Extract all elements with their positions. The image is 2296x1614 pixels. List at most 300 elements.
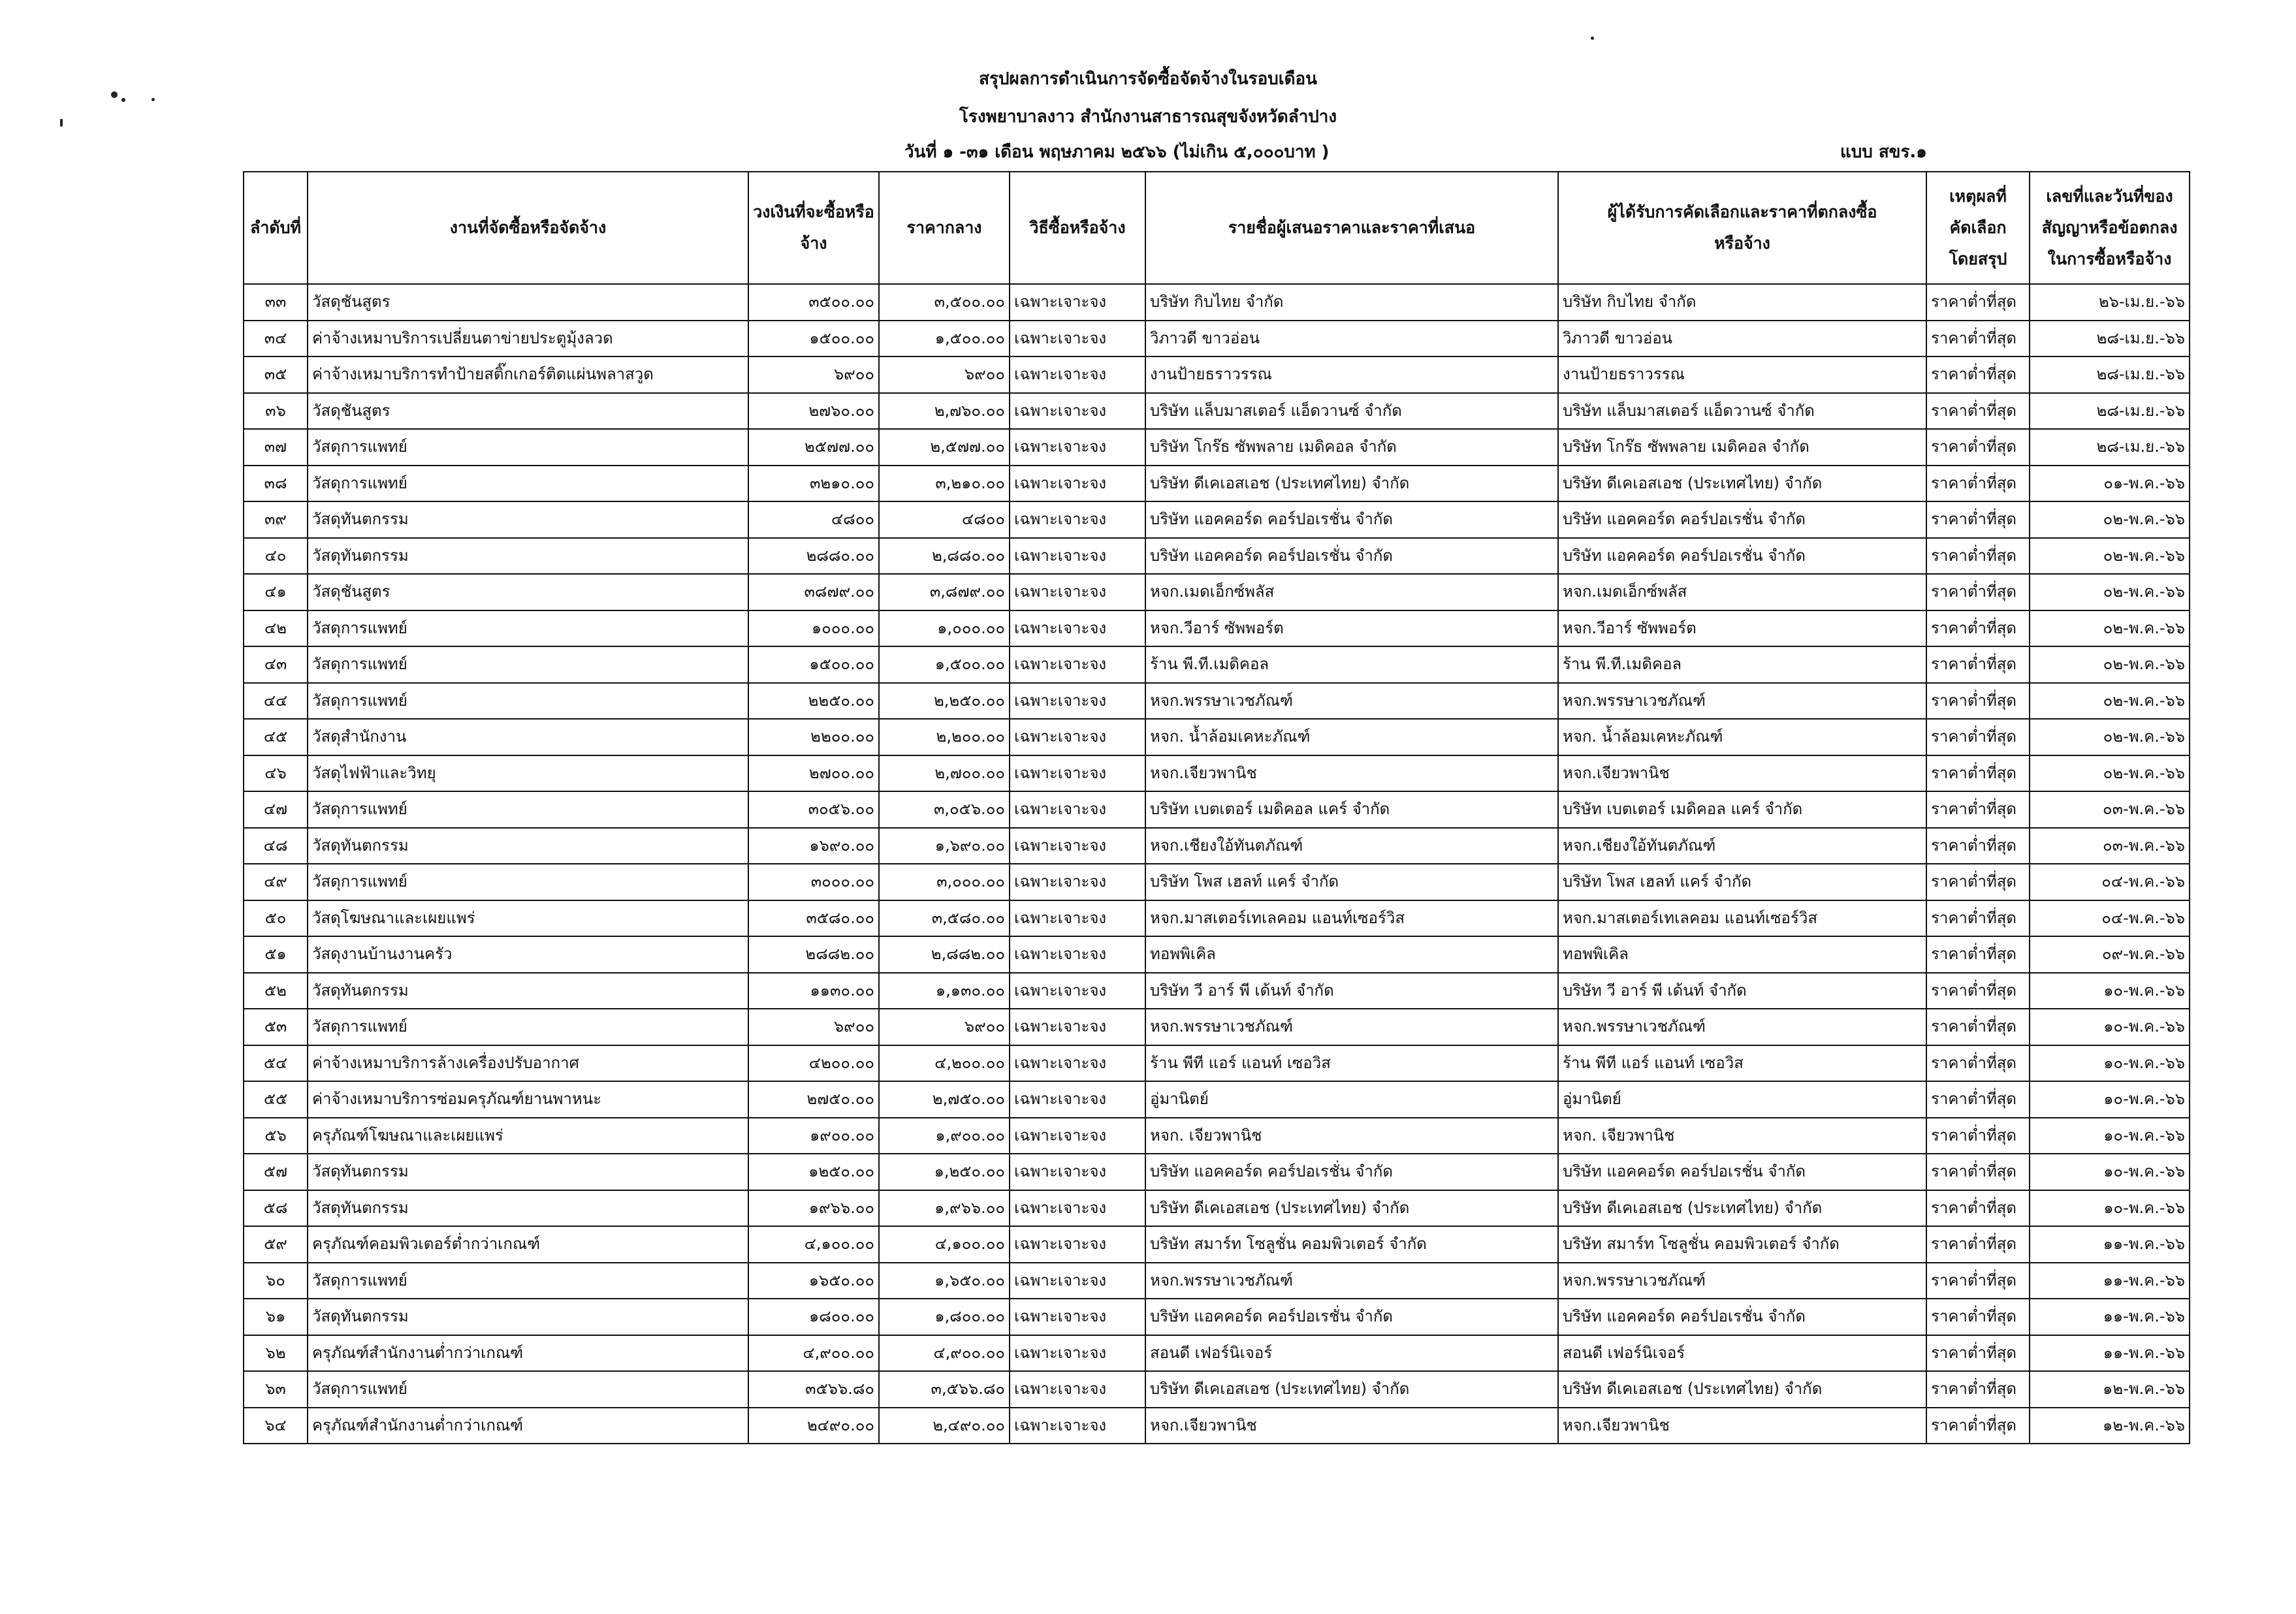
cell-bidder: หจก. น้ำล้อมเคหะภัณฑ์ (1145, 719, 1558, 755)
cell-winner: บริษัท โพส เฮลท์ แคร์ จำกัด (1558, 864, 1926, 900)
cell-median-price: ๒,๘๘๒.๐๐ (879, 936, 1010, 973)
cell-item: วัสดุการแพทย์ (308, 610, 748, 647)
cell-reason: ราคาต่ำที่สุด (1926, 1335, 2030, 1372)
cell-item: วัสดุชันสูตร (308, 284, 748, 321)
cell-no: ๔๖ (244, 755, 308, 792)
table-row (244, 1118, 2190, 1154)
cell-budget: ๔,๙๐๐.๐๐ (748, 1335, 879, 1372)
document-subtitle: โรงพยาบาลงาว สำนักงานสาธารณสุขจังหวัดลำปาง (959, 107, 1337, 127)
cell-contract-date: ๒๘-เม.ย.-๖๖ (2030, 321, 2190, 357)
cell-median-price: ๒,๗๕๐.๐๐ (879, 1081, 1010, 1118)
cell-median-price: ๑,๖๙๐.๐๐ (879, 828, 1010, 864)
cell-item: วัสดุการแพทย์ (308, 683, 748, 720)
cell-method: เฉพาะเจาะจง (1010, 1081, 1145, 1118)
cell-median-price: ๒,๗๖๐.๐๐ (879, 393, 1010, 430)
cell-method: เฉพาะเจาะจง (1010, 1118, 1145, 1154)
cell-no: ๔๐ (244, 538, 308, 575)
cell-bidder: หจก.พรรษาเวชภัณฑ์ (1145, 683, 1558, 720)
cell-budget: ๑๖๕๐.๐๐ (748, 1263, 879, 1299)
cell-median-price: ๓,๐๐๐.๐๐ (879, 864, 1010, 900)
cell-bidder: บริษัท แอคคอร์ด คอร์ปอเรชั่น จำกัด (1145, 1154, 1558, 1190)
col-header-median-price: ราคากลาง (879, 172, 1010, 284)
cell-no: ๕๙ (244, 1226, 308, 1263)
table-row (244, 501, 2190, 538)
table-row (244, 900, 2190, 937)
cell-contract-date: ๑๒-พ.ค.-๖๖ (2030, 1408, 2190, 1444)
cell-no: ๕๒ (244, 973, 308, 1009)
cell-budget: ๓๘๗๙.๐๐ (748, 574, 879, 610)
cell-bidder: บริษัท เบตเตอร์ เมดิคอล แคร์ จำกัด (1145, 791, 1558, 828)
cell-method: เฉพาะเจาะจง (1010, 466, 1145, 502)
cell-method: เฉพาะเจาะจง (1010, 1408, 1145, 1444)
cell-winner: หจก.เจียวพานิช (1558, 1408, 1926, 1444)
table-row (244, 973, 2190, 1009)
cell-bidder: บริษัท โกร๊ธ ซัพพลาย เมดิคอล จำกัด (1145, 429, 1558, 466)
cell-median-price: ๓,๘๗๙.๐๐ (879, 574, 1010, 610)
cell-method: เฉพาะเจาะจง (1010, 936, 1145, 973)
cell-bidder: หจก.เมดเอ็กซ์พลัส (1145, 574, 1558, 610)
cell-reason: ราคาต่ำที่สุด (1926, 900, 2030, 937)
cell-median-price: ๔,๙๐๐.๐๐ (879, 1335, 1010, 1372)
table-row (244, 755, 2190, 792)
cell-winner: สอนดี เฟอร์นิเจอร์ (1558, 1335, 1926, 1372)
cell-item: วัสดุทันตกรรม (308, 1154, 748, 1190)
cell-winner: หจก. น้ำล้อมเคหะภัณฑ์ (1558, 719, 1926, 755)
cell-winner: หจก.มาสเตอร์เทเลคอม แอนท์เซอร์วิส (1558, 900, 1926, 937)
cell-budget: ๖๙๐๐ (748, 356, 879, 393)
table-row (244, 1335, 2190, 1372)
cell-item: วัสดุทันตกรรม (308, 1299, 748, 1335)
cell-budget: ๒๘๘๐.๐๐ (748, 538, 879, 575)
cell-method: เฉพาะเจาะจง (1010, 1009, 1145, 1045)
cell-budget: ๒๒๕๐.๐๐ (748, 683, 879, 720)
cell-budget: ๑๙๐๐.๐๐ (748, 1118, 879, 1154)
scan-speck (151, 98, 155, 101)
col-header-method: วิธีซื้อหรือจ้าง (1010, 172, 1145, 284)
cell-bidder: หจก.เจียวพานิช (1145, 755, 1558, 792)
cell-winner: บริษัท เบตเตอร์ เมดิคอล แคร์ จำกัด (1558, 791, 1926, 828)
cell-winner: บริษัท ดีเคเอสเอช (ประเทศไทย) จำกัด (1558, 1371, 1926, 1408)
cell-budget: ๒๗๖๐.๐๐ (748, 393, 879, 430)
cell-budget: ๑๘๐๐.๐๐ (748, 1299, 879, 1335)
col-header-item: งานที่จัดซื้อหรือจัดจ้าง (308, 172, 748, 284)
cell-no: ๕๗ (244, 1154, 308, 1190)
col-header-reason: เหตุผลที่คัดเลือกโดยสรุป (1926, 172, 2030, 284)
cell-item: ครุภัณฑ์สำนักงานต่ำกว่าเกณฑ์ (308, 1408, 748, 1444)
col-header-contract: เลขที่และวันที่ของสัญญาหรือข้อตกลงในการซื้อหรือจ้าง (2030, 172, 2190, 284)
cell-median-price: ๔๘๐๐ (879, 501, 1010, 538)
cell-bidder: ทอพพิเคิล (1145, 936, 1558, 973)
table-row (244, 719, 2190, 755)
cell-no: ๓๗ (244, 429, 308, 466)
cell-contract-date: ๐๔-พ.ค.-๖๖ (2030, 900, 2190, 937)
cell-no: ๔๔ (244, 683, 308, 720)
cell-method: เฉพาะเจาะจง (1010, 393, 1145, 430)
cell-winner: หจก.วีอาร์ ซัพพอร์ต (1558, 610, 1926, 647)
cell-reason: ราคาต่ำที่สุด (1926, 791, 2030, 828)
cell-median-price: ๓,๕๘๐.๐๐ (879, 900, 1010, 937)
col-header-bidders: รายชื่อผู้เสนอราคาและราคาที่เสนอ (1145, 172, 1558, 284)
cell-method: เฉพาะเจาะจง (1010, 1263, 1145, 1299)
cell-item: วัสดุชันสูตร (308, 574, 748, 610)
cell-reason: ราคาต่ำที่สุด (1926, 719, 2030, 755)
procurement-table (243, 171, 2190, 1444)
cell-reason: ราคาต่ำที่สุด (1926, 501, 2030, 538)
cell-winner: งานป้ายธราวรรณ (1558, 356, 1926, 393)
cell-reason: ราคาต่ำที่สุด (1926, 936, 2030, 973)
table-row (244, 683, 2190, 720)
cell-bidder: บริษัท ดีเคเอสเอช (ประเทศไทย) จำกัด (1145, 466, 1558, 502)
cell-contract-date: ๒๘-เม.ย.-๖๖ (2030, 356, 2190, 393)
col-header-winner: ผู้ได้รับการคัดเลือกและราคาที่ตกลงซื้อหรือจ้าง (1558, 172, 1926, 284)
cell-winner: บริษัท สมาร์ท โซลูชั่น คอมพิวเตอร์ จำกัด (1558, 1226, 1926, 1263)
cell-budget: ๓๕๖๖.๘๐ (748, 1371, 879, 1408)
table-row (244, 429, 2190, 466)
table-row (244, 1009, 2190, 1045)
cell-method: เฉพาะเจาะจง (1010, 610, 1145, 647)
table-row (244, 791, 2190, 828)
cell-winner: บริษัท ดีเคเอสเอช (ประเทศไทย) จำกัด (1558, 466, 1926, 502)
cell-budget: ๑๒๕๐.๐๐ (748, 1154, 879, 1190)
cell-no: ๕๘ (244, 1190, 308, 1227)
cell-item: วัสดุการแพทย์ (308, 1263, 748, 1299)
cell-winner: หจก.เมดเอ็กซ์พลัส (1558, 574, 1926, 610)
cell-bidder: บริษัท กิบไทย จำกัด (1145, 284, 1558, 321)
cell-median-price: ๑,๕๐๐.๐๐ (879, 646, 1010, 683)
cell-item: ค่าจ้างเหมาบริการซ่อมครุภัณฑ์ยานพาหนะ (308, 1081, 748, 1118)
cell-median-price: ๓,๐๕๖.๐๐ (879, 791, 1010, 828)
cell-item: วัสดุงานบ้านงานครัว (308, 936, 748, 973)
table-row (244, 284, 2190, 321)
cell-reason: ราคาต่ำที่สุด (1926, 466, 2030, 502)
cell-median-price: ๑,๙๖๖.๐๐ (879, 1190, 1010, 1227)
cell-reason: ราคาต่ำที่สุด (1926, 683, 2030, 720)
cell-winner: บริษัท แอคคอร์ด คอร์ปอเรชั่น จำกัด (1558, 1154, 1926, 1190)
cell-bidder: หจก.เจียวพานิช (1145, 1408, 1558, 1444)
cell-no: ๔๕ (244, 719, 308, 755)
cell-median-price: ๑,๘๐๐.๐๐ (879, 1299, 1010, 1335)
cell-contract-date: ๐๓-พ.ค.-๖๖ (2030, 828, 2190, 864)
cell-no: ๕๐ (244, 900, 308, 937)
cell-no: ๓๖ (244, 393, 308, 430)
cell-median-price: ๑,๕๐๐.๐๐ (879, 321, 1010, 357)
cell-contract-date: ๐๒-พ.ค.-๖๖ (2030, 683, 2190, 720)
cell-bidder: อู่มานิตย์ (1145, 1081, 1558, 1118)
cell-no: ๕๖ (244, 1118, 308, 1154)
cell-no: ๓๕ (244, 356, 308, 393)
cell-no: ๔๙ (244, 864, 308, 900)
cell-budget: ๒๒๐๐.๐๐ (748, 719, 879, 755)
cell-median-price: ๖๙๐๐ (879, 1009, 1010, 1045)
cell-reason: ราคาต่ำที่สุด (1926, 1154, 2030, 1190)
cell-no: ๓๓ (244, 284, 308, 321)
cell-method: เฉพาะเจาะจง (1010, 429, 1145, 466)
cell-bidder: บริษัท สมาร์ท โซลูชั่น คอมพิวเตอร์ จำกัด (1145, 1226, 1558, 1263)
cell-method: เฉพาะเจาะจง (1010, 1226, 1145, 1263)
cell-no: ๖๑ (244, 1299, 308, 1335)
cell-winner: หจก.พรรษาเวชภัณฑ์ (1558, 1009, 1926, 1045)
cell-reason: ราคาต่ำที่สุด (1926, 1226, 2030, 1263)
cell-reason: ราคาต่ำที่สุด (1926, 755, 2030, 792)
cell-method: เฉพาะเจาะจง (1010, 1190, 1145, 1227)
cell-bidder: บริษัท ดีเคเอสเอช (ประเทศไทย) จำกัด (1145, 1371, 1558, 1408)
table-row (244, 574, 2190, 610)
cell-reason: ราคาต่ำที่สุด (1926, 356, 2030, 393)
cell-median-price: ๒,๒๕๐.๐๐ (879, 683, 1010, 720)
table-row (244, 1045, 2190, 1082)
cell-contract-date: ๒๘-เม.ย.-๖๖ (2030, 393, 2190, 430)
cell-no: ๓๙ (244, 501, 308, 538)
cell-item: วัสดุการแพทย์ (308, 466, 748, 502)
cell-contract-date: ๑๑-พ.ค.-๖๖ (2030, 1226, 2190, 1263)
cell-item: ครุภัณฑ์คอมพิวเตอร์ต่ำกว่าเกณฑ์ (308, 1226, 748, 1263)
cell-median-price: ๓,๒๑๐.๐๐ (879, 466, 1010, 502)
cell-contract-date: ๑๒-พ.ค.-๖๖ (2030, 1371, 2190, 1408)
cell-method: เฉพาะเจาะจง (1010, 973, 1145, 1009)
cell-winner: บริษัท กิบไทย จำกัด (1558, 284, 1926, 321)
cell-method: เฉพาะเจาะจง (1010, 791, 1145, 828)
cell-method: เฉพาะเจาะจง (1010, 719, 1145, 755)
cell-contract-date: ๑๐-พ.ค.-๖๖ (2030, 1118, 2190, 1154)
cell-reason: ราคาต่ำที่สุด (1926, 1408, 2030, 1444)
cell-contract-date: ๑๑-พ.ค.-๖๖ (2030, 1299, 2190, 1335)
cell-median-price: ๒,๔๙๐.๐๐ (879, 1408, 1010, 1444)
cell-median-price: ๑,๐๐๐.๐๐ (879, 610, 1010, 647)
cell-method: เฉพาะเจาะจง (1010, 900, 1145, 937)
cell-reason: ราคาต่ำที่สุด (1926, 321, 2030, 357)
cell-reason: ราคาต่ำที่สุด (1926, 828, 2030, 864)
form-code: แบบ สขร.๑ (1840, 142, 1927, 162)
cell-reason: ราคาต่ำที่สุด (1926, 1118, 2030, 1154)
cell-winner: หจก.พรรษาเวชภัณฑ์ (1558, 1263, 1926, 1299)
cell-median-price: ๒,๗๐๐.๐๐ (879, 755, 1010, 792)
table-row (244, 864, 2190, 900)
cell-bidder: บริษัท แอคคอร์ด คอร์ปอเรชั่น จำกัด (1145, 1299, 1558, 1335)
cell-contract-date: ๐๒-พ.ค.-๖๖ (2030, 538, 2190, 575)
cell-contract-date: ๐๒-พ.ค.-๖๖ (2030, 501, 2190, 538)
cell-median-price: ๑,๙๐๐.๐๐ (879, 1118, 1010, 1154)
cell-item: วัสดุทันตกรรม (308, 828, 748, 864)
cell-item: วัสดุโฆษณาและเผยแพร่ (308, 900, 748, 937)
cell-budget: ๒๗๐๐.๐๐ (748, 755, 879, 792)
document-period: วันที่ ๑ -๓๑ เดือน พฤษภาคม ๒๕๖๖ (ไม่เกิน ๕,๐๐๐บาท ) (904, 142, 1330, 162)
cell-no: ๖๒ (244, 1335, 308, 1372)
cell-no: ๔๑ (244, 574, 308, 610)
table-row (244, 1299, 2190, 1335)
cell-method: เฉพาะเจาะจง (1010, 1045, 1145, 1082)
cell-bidder: บริษัท โพส เฮลท์ แคร์ จำกัด (1145, 864, 1558, 900)
cell-method: เฉพาะเจาะจง (1010, 1335, 1145, 1372)
cell-contract-date: ๑๑-พ.ค.-๖๖ (2030, 1335, 2190, 1372)
document-title: สรุปผลการดำเนินการจัดซื้อจัดจ้างในรอบเดือน (979, 69, 1317, 89)
cell-budget: ๑๐๐๐.๐๐ (748, 610, 879, 647)
scan-speck (111, 91, 118, 98)
cell-contract-date: ๐๒-พ.ค.-๖๖ (2030, 646, 2190, 683)
cell-reason: ราคาต่ำที่สุด (1926, 1190, 2030, 1227)
table-row (244, 610, 2190, 647)
cell-contract-date: ๐๒-พ.ค.-๖๖ (2030, 719, 2190, 755)
cell-bidder: งานป้ายธราวรรณ (1145, 356, 1558, 393)
cell-contract-date: ๐๒-พ.ค.-๖๖ (2030, 574, 2190, 610)
cell-item: ครุภัณฑ์โฆษณาและเผยแพร่ (308, 1118, 748, 1154)
table-row (244, 1408, 2190, 1444)
cell-median-price: ๑,๑๓๐.๐๐ (879, 973, 1010, 1009)
cell-median-price: ๒,๕๗๗.๐๐ (879, 429, 1010, 466)
cell-item: ค่าจ้างเหมาบริการเปลี่ยนตาข่ายประตูมุ้งลวด (308, 321, 748, 357)
cell-item: ค่าจ้างเหมาบริการทำป้ายสติ๊กเกอร์ติดแผ่นพลาสวูด (308, 356, 748, 393)
cell-method: เฉพาะเจาะจง (1010, 755, 1145, 792)
cell-reason: ราคาต่ำที่สุด (1926, 1263, 2030, 1299)
cell-contract-date: ๐๙-พ.ค.-๖๖ (2030, 936, 2190, 973)
cell-item: วัสดุไฟฟ้าและวิทยุ (308, 755, 748, 792)
cell-item: วัสดุทันตกรรม (308, 538, 748, 575)
cell-budget: ๑๙๖๖.๐๐ (748, 1190, 879, 1227)
cell-reason: ราคาต่ำที่สุด (1926, 429, 2030, 466)
col-header-no: ลำดับที่ (244, 172, 308, 284)
cell-bidder: หจก.วีอาร์ ซัพพอร์ต (1145, 610, 1558, 647)
cell-reason: ราคาต่ำที่สุด (1926, 1009, 2030, 1045)
cell-no: ๕๑ (244, 936, 308, 973)
cell-no: ๕๔ (244, 1045, 308, 1082)
cell-winner: บริษัท โกร๊ธ ซัพพลาย เมดิคอล จำกัด (1558, 429, 1926, 466)
cell-winner: บริษัท วี อาร์ พี เด้นท์ จำกัด (1558, 973, 1926, 1009)
table-row (244, 1371, 2190, 1408)
cell-reason: ราคาต่ำที่สุด (1926, 1045, 2030, 1082)
cell-method: เฉพาะเจาะจง (1010, 1299, 1145, 1335)
cell-reason: ราคาต่ำที่สุด (1926, 1299, 2030, 1335)
cell-winner: บริษัท แอคคอร์ด คอร์ปอเรชั่น จำกัด (1558, 501, 1926, 538)
cell-item: ครุภัณฑ์สำนักงานต่ำกว่าเกณฑ์ (308, 1335, 748, 1372)
cell-item: วัสดุการแพทย์ (308, 1009, 748, 1045)
cell-budget: ๔๘๐๐ (748, 501, 879, 538)
cell-budget: ๑๕๐๐.๐๐ (748, 321, 879, 357)
cell-bidder: บริษัท แล็บมาสเตอร์ แอ็ดวานซ์ จำกัด (1145, 393, 1558, 430)
cell-reason: ราคาต่ำที่สุด (1926, 1371, 2030, 1408)
cell-budget: ๔๒๐๐.๐๐ (748, 1045, 879, 1082)
cell-contract-date: ๑๐-พ.ค.-๖๖ (2030, 1081, 2190, 1118)
cell-method: เฉพาะเจาะจง (1010, 356, 1145, 393)
table-row (244, 1226, 2190, 1263)
cell-method: เฉพาะเจาะจง (1010, 828, 1145, 864)
cell-contract-date: ๑๐-พ.ค.-๖๖ (2030, 1154, 2190, 1190)
cell-reason: ราคาต่ำที่สุด (1926, 646, 2030, 683)
cell-winner: บริษัท ดีเคเอสเอช (ประเทศไทย) จำกัด (1558, 1190, 1926, 1227)
cell-median-price: ๓,๕๖๖.๘๐ (879, 1371, 1010, 1408)
cell-contract-date: ๒๖-เม.ย.-๖๖ (2030, 284, 2190, 321)
cell-winner: ร้าน พี.ที.เมดิคอล (1558, 646, 1926, 683)
cell-contract-date: ๑๑-พ.ค.-๖๖ (2030, 1263, 2190, 1299)
cell-bidder: หจก.พรรษาเวชภัณฑ์ (1145, 1263, 1558, 1299)
cell-reason: ราคาต่ำที่สุด (1926, 538, 2030, 575)
cell-bidder: หจก.เชียงใอ้ทันตภัณฑ์ (1145, 828, 1558, 864)
cell-winner: หจก. เจียวพานิช (1558, 1118, 1926, 1154)
cell-bidder: หจก.พรรษาเวชภัณฑ์ (1145, 1009, 1558, 1045)
cell-contract-date: ๐๔-พ.ค.-๖๖ (2030, 864, 2190, 900)
cell-item: วัสดุสำนักงาน (308, 719, 748, 755)
cell-item: วัสดุทันตกรรม (308, 501, 748, 538)
cell-method: เฉพาะเจาะจง (1010, 1371, 1145, 1408)
cell-budget: ๓๒๑๐.๐๐ (748, 466, 879, 502)
cell-budget: ๓๐๕๖.๐๐ (748, 791, 879, 828)
cell-no: ๕๓ (244, 1009, 308, 1045)
cell-budget: ๒๕๗๗.๐๐ (748, 429, 879, 466)
cell-winner: หจก.พรรษาเวชภัณฑ์ (1558, 683, 1926, 720)
cell-median-price: ๖๙๐๐ (879, 356, 1010, 393)
cell-winner: บริษัท แอคคอร์ด คอร์ปอเรชั่น จำกัด (1558, 538, 1926, 575)
cell-budget: ๔,๑๐๐.๐๐ (748, 1226, 879, 1263)
cell-budget: ๒๘๘๒.๐๐ (748, 936, 879, 973)
table-row (244, 466, 2190, 502)
table-row (244, 828, 2190, 864)
cell-winner: หจก.เจียวพานิช (1558, 755, 1926, 792)
cell-item: วัสดุชันสูตร (308, 393, 748, 430)
cell-budget: ๒๗๕๐.๐๐ (748, 1081, 879, 1118)
cell-no: ๔๓ (244, 646, 308, 683)
cell-method: เฉพาะเจาะจง (1010, 501, 1145, 538)
table-row (244, 936, 2190, 973)
cell-no: ๓๘ (244, 466, 308, 502)
cell-budget: ๓๐๐๐.๐๐ (748, 864, 879, 900)
cell-method: เฉพาะเจาะจง (1010, 321, 1145, 357)
cell-method: เฉพาะเจาะจง (1010, 1154, 1145, 1190)
cell-median-price: ๔,๒๐๐.๐๐ (879, 1045, 1010, 1082)
cell-contract-date: ๐๓-พ.ค.-๖๖ (2030, 791, 2190, 828)
cell-method: เฉพาะเจาะจง (1010, 284, 1145, 321)
cell-item: วัสดุการแพทย์ (308, 646, 748, 683)
cell-item: วัสดุการแพทย์ (308, 864, 748, 900)
cell-median-price: ๑,๖๕๐.๐๐ (879, 1263, 1010, 1299)
cell-budget: ๑๑๓๐.๐๐ (748, 973, 879, 1009)
table-header-row (244, 172, 2190, 284)
cell-no: ๕๕ (244, 1081, 308, 1118)
cell-bidder: บริษัท แอคคอร์ด คอร์ปอเรชั่น จำกัด (1145, 538, 1558, 575)
cell-bidder: หจก. เจียวพานิช (1145, 1118, 1558, 1154)
cell-no: ๖๓ (244, 1371, 308, 1408)
cell-reason: ราคาต่ำที่สุด (1926, 574, 2030, 610)
cell-budget: ๒๔๙๐.๐๐ (748, 1408, 879, 1444)
cell-winner: ทอพพิเคิล (1558, 936, 1926, 973)
cell-median-price: ๒,๒๐๐.๐๐ (879, 719, 1010, 755)
cell-contract-date: ๑๐-พ.ค.-๖๖ (2030, 1009, 2190, 1045)
cell-budget: ๑๖๙๐.๐๐ (748, 828, 879, 864)
cell-no: ๖๐ (244, 1263, 308, 1299)
cell-median-price: ๓,๕๐๐.๐๐ (879, 284, 1010, 321)
cell-reason: ราคาต่ำที่สุด (1926, 864, 2030, 900)
cell-item: ค่าจ้างเหมาบริการล้างเครื่องปรับอากาศ (308, 1045, 748, 1082)
cell-median-price: ๑,๒๕๐.๐๐ (879, 1154, 1010, 1190)
cell-no: ๔๗ (244, 791, 308, 828)
cell-item: วัสดุการแพทย์ (308, 791, 748, 828)
cell-no: ๔๘ (244, 828, 308, 864)
cell-contract-date: ๒๘-เม.ย.-๖๖ (2030, 429, 2190, 466)
table-row (244, 321, 2190, 357)
table-row (244, 1081, 2190, 1118)
cell-no: ๓๔ (244, 321, 308, 357)
cell-bidder: บริษัท แอคคอร์ด คอร์ปอเรชั่น จำกัด (1145, 501, 1558, 538)
cell-method: เฉพาะเจาะจง (1010, 646, 1145, 683)
cell-item: วัสดุการแพทย์ (308, 429, 748, 466)
cell-bidder: วิภาวดี ขาวอ่อน (1145, 321, 1558, 357)
cell-bidder: บริษัท ดีเคเอสเอช (ประเทศไทย) จำกัด (1145, 1190, 1558, 1227)
col-header-budget: วงเงินที่จะซื้อหรือจ้าง (748, 172, 879, 284)
cell-contract-date: ๐๒-พ.ค.-๖๖ (2030, 755, 2190, 792)
cell-winner: บริษัท แอคคอร์ด คอร์ปอเรชั่น จำกัด (1558, 1299, 1926, 1335)
cell-winner: อู่มานิตย์ (1558, 1081, 1926, 1118)
cell-reason: ราคาต่ำที่สุด (1926, 284, 2030, 321)
table-row (244, 393, 2190, 430)
table-row (244, 1263, 2190, 1299)
cell-method: เฉพาะเจาะจง (1010, 683, 1145, 720)
